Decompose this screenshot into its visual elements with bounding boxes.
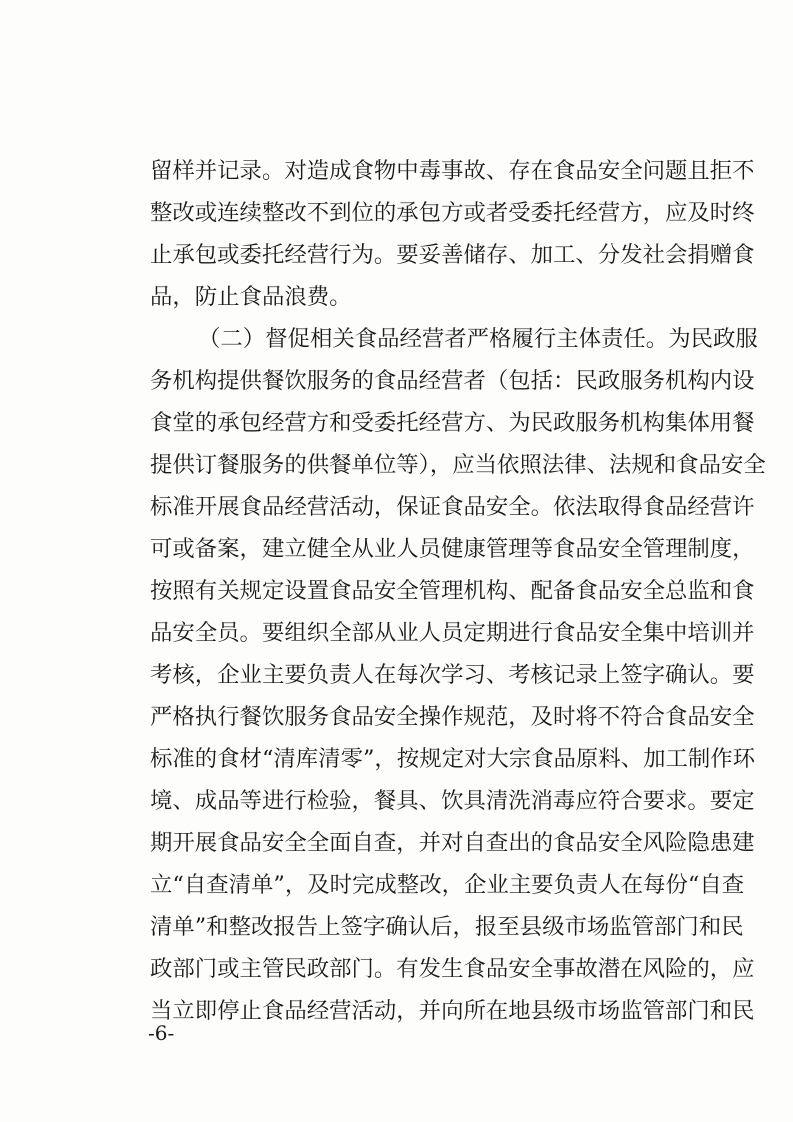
text-line: 务机构提供餐饮服务的食品经营者（包括：民政服务机构内设	[150, 368, 755, 394]
text-line: 政部门或主管民政部门。有发生食品安全事故潜在风险的，应	[150, 956, 755, 982]
text-line: 品安全员。要组织全部从业人员定期进行食品安全集中培训并	[150, 620, 755, 646]
text-line: 严格执行餐饮服务食品安全操作规范，及时将不符合食品安全	[150, 704, 755, 730]
text-line: 标准的食材“清库清零”，按规定对大宗食品原料、加工制作环	[150, 746, 756, 772]
text-line: 可或备案，建立健全从业人员健康管理等食品安全管理制度，	[150, 536, 755, 562]
text-line: 品，防止食品浪费。	[150, 284, 352, 310]
text-line: 当立即停止食品经营活动，并向所在地县级市场监管部门和民	[150, 998, 755, 1024]
text-line: 立“自查清单”，及时完成整改，企业主要负责人在每份“自查	[150, 872, 745, 898]
text-line: （二）督促相关食品经营者严格履行主体责任。为民政服	[198, 326, 758, 352]
text-line: 提供订餐服务的供餐单位等），应当依照法律、法规和食品安全	[150, 452, 766, 478]
text-line: 期开展食品安全全面自查，并对自查出的食品安全风险隐患建	[150, 830, 755, 856]
text-line: 清单”和整改报告上签字确认后，报至县级市场监管部门和民	[150, 914, 744, 940]
text-line: 留样并记录。对造成食物中毒事故、存在食品安全问题且拒不	[150, 158, 755, 184]
text-line: 境、成品等进行检验，餐具、饮具清洗消毒应符合要求。要定	[150, 788, 755, 814]
text-line: 考核，企业主要负责人在每次学习、考核记录上签字确认。要	[150, 662, 755, 688]
text-line: 止承包或委托经营行为。要妥善储存、加工、分发社会捐赠食	[150, 242, 755, 268]
text-line: 整改或连续整改不到位的承包方或者受委托经营方，应及时终	[150, 200, 755, 226]
text-line: 按照有关规定设置食品安全管理机构、配备食品安全总监和食	[150, 578, 755, 604]
text-line: 标准开展食品经营活动，保证食品安全。依法取得食品经营许	[150, 494, 755, 520]
page-number: -6-	[148, 1021, 175, 1045]
text-line: 食堂的承包经营方和受委托经营方、为民政服务机构集体用餐	[150, 410, 755, 436]
